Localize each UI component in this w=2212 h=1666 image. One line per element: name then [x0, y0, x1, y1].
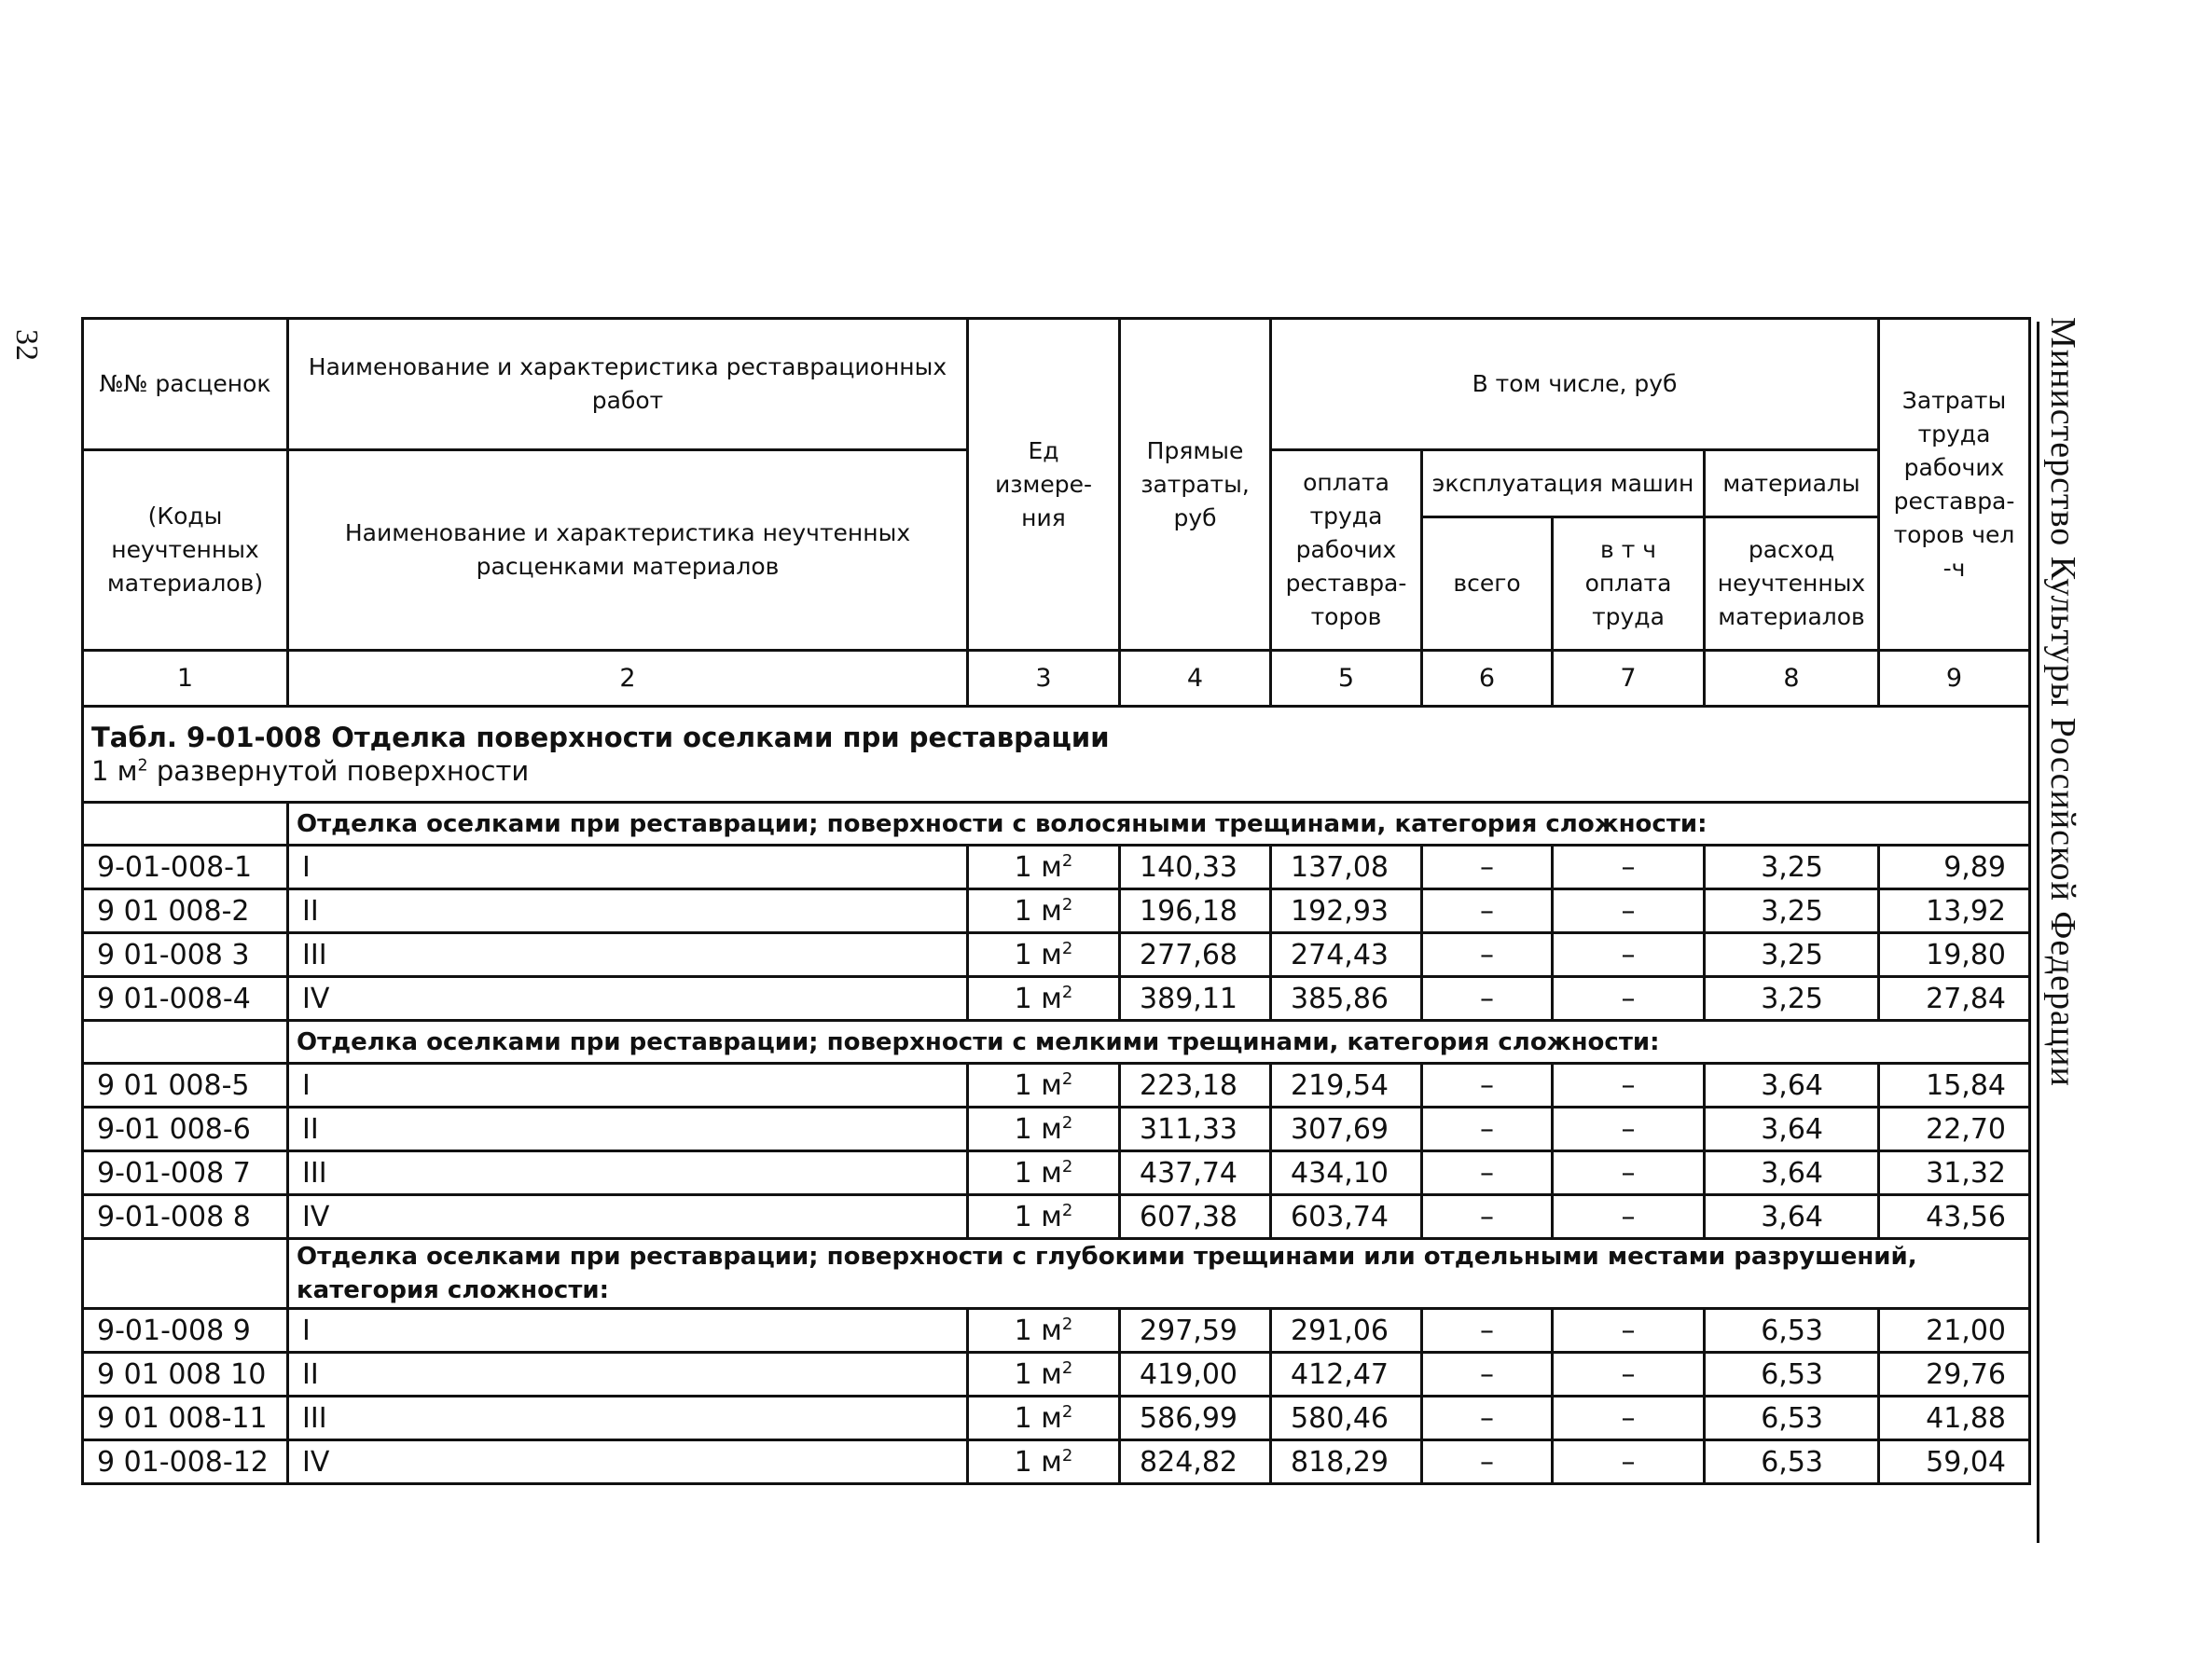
header-unit: Ед измере- ния	[968, 319, 1120, 651]
machines-total: –	[1422, 1151, 1553, 1195]
machines-labor: –	[1553, 1440, 1705, 1484]
complexity-category: IV	[288, 1440, 968, 1484]
table-title: Табл. 9-01-008 Отделка поверхности оселками при реставрации	[91, 722, 1110, 753]
machines-labor: –	[1553, 977, 1705, 1021]
materials-consumption: 3,64	[1705, 1108, 1879, 1151]
labor-hours: 41,88	[1879, 1397, 2030, 1440]
table-row	[83, 933, 2030, 977]
machines-total: –	[1422, 1353, 1553, 1397]
table-row	[83, 1353, 2030, 1397]
header-machines-total: всего	[1422, 517, 1553, 651]
materials-consumption: 6,53	[1705, 1353, 1879, 1397]
direct-costs: 196,18	[1120, 889, 1271, 933]
header-unaccounted-materials: расход неучтенных материалов	[1705, 517, 1879, 651]
unit-of-measure: 1 $м^2$	[968, 1064, 1120, 1108]
header-including: В том числе, руб	[1271, 319, 1879, 450]
complexity-category: III	[288, 933, 968, 977]
column-number: 8	[1705, 651, 1879, 707]
complexity-category: III	[288, 1397, 968, 1440]
direct-costs: 607,38	[1120, 1195, 1271, 1239]
labor-hours: 22,70	[1879, 1108, 2030, 1151]
rate-code: 9-01-008-1	[83, 846, 288, 889]
labor-pay: 603,74	[1271, 1195, 1422, 1239]
unit-of-measure: 1 $м^2$	[968, 1195, 1120, 1239]
direct-costs: 223,18	[1120, 1064, 1271, 1108]
column-number: 4	[1120, 651, 1271, 707]
materials-consumption: 3,25	[1705, 889, 1879, 933]
rate-code: 9-01 008-6	[83, 1108, 288, 1151]
header-labor-hours: Затраты труда рабочих реставра- торов чел -ч	[1879, 319, 2030, 651]
complexity-category: I	[288, 846, 968, 889]
unit-of-measure: 1 $м^2$	[968, 1440, 1120, 1484]
complexity-category: I	[288, 1309, 968, 1353]
group-header-row	[83, 1021, 2030, 1064]
group-header-row	[83, 1239, 2030, 1309]
complexity-category: IV	[288, 977, 968, 1021]
labor-pay: 274,43	[1271, 933, 1422, 977]
column-number: 9	[1879, 651, 2030, 707]
machines-labor: –	[1553, 1108, 1705, 1151]
machines-labor: –	[1553, 1064, 1705, 1108]
direct-costs: 824,82	[1120, 1440, 1271, 1484]
header-materials: материалы	[1705, 450, 1879, 517]
labor-hours: 21,00	[1879, 1309, 2030, 1353]
direct-costs: 311,33	[1120, 1108, 1271, 1151]
direct-costs: 437,74	[1120, 1151, 1271, 1195]
header-work-name: Наименование и характеристика реставрационных работ	[288, 319, 968, 450]
machines-total: –	[1422, 1309, 1553, 1353]
table-row	[83, 1440, 2030, 1484]
header-labor-pay: оплата труда рабочих реставра- торов	[1271, 450, 1422, 651]
machines-labor: –	[1553, 1353, 1705, 1397]
machines-labor: –	[1553, 1195, 1705, 1239]
machines-total: –	[1422, 846, 1553, 889]
unit-of-measure: 1 $м^2$	[968, 1353, 1120, 1397]
rate-code: 9-01-008 8	[83, 1195, 288, 1239]
materials-consumption: 3,64	[1705, 1064, 1879, 1108]
labor-hours: 59,04	[1879, 1440, 2030, 1484]
table-row	[83, 846, 2030, 889]
materials-consumption: 3,25	[1705, 933, 1879, 977]
group-title: Отделка оселками при реставрации; поверхности с волосяными трещинами, категория сложности:	[288, 803, 2030, 846]
table-row	[83, 1195, 2030, 1239]
group-code-empty	[83, 1239, 288, 1309]
header-machines-labor: в т ч оплата труда	[1553, 517, 1705, 651]
machines-total: –	[1422, 1108, 1553, 1151]
materials-consumption: 3,25	[1705, 846, 1879, 889]
page-number: 32	[9, 329, 44, 361]
labor-pay: 219,54	[1271, 1064, 1422, 1108]
column-number: 6	[1422, 651, 1553, 707]
unit-of-measure: 1 $м^2$	[968, 1309, 1120, 1353]
table-row	[83, 977, 2030, 1021]
machines-total: –	[1422, 889, 1553, 933]
labor-pay: 434,10	[1271, 1151, 1422, 1195]
complexity-category: IV	[288, 1195, 968, 1239]
rates-table	[81, 317, 2031, 1485]
table-title-cell	[83, 707, 2030, 803]
column-number: 7	[1553, 651, 1705, 707]
direct-costs: 140,33	[1120, 846, 1271, 889]
unit-of-measure: 1 $м^2$	[968, 1108, 1120, 1151]
rate-code: 9 01-008-12	[83, 1440, 288, 1484]
unit-of-measure: 1 $м^2$	[968, 889, 1120, 933]
machines-labor: –	[1553, 889, 1705, 933]
unit-of-measure: 1 $м^2$	[968, 933, 1120, 977]
group-title: Отделка оселками при реставрации; поверхности с мелкими трещинами, категория сложности:	[288, 1021, 2030, 1064]
complexity-category: I	[288, 1064, 968, 1108]
rate-code: 9 01 008-2	[83, 889, 288, 933]
materials-consumption: 3,25	[1705, 977, 1879, 1021]
materials-consumption: 6,53	[1705, 1440, 1879, 1484]
table-row	[83, 889, 2030, 933]
rate-code: 9-01-008 9	[83, 1309, 288, 1353]
rate-code: 9 01 008-11	[83, 1397, 288, 1440]
table-row	[83, 1151, 2030, 1195]
group-code-empty	[83, 1021, 288, 1064]
direct-costs: 297,59	[1120, 1309, 1271, 1353]
machines-labor: –	[1553, 846, 1705, 889]
labor-hours: 9,89	[1879, 846, 2030, 889]
materials-consumption: 6,53	[1705, 1397, 1879, 1440]
running-head-rule	[2037, 322, 2039, 1543]
rate-code: 9 01-008-4	[83, 977, 288, 1021]
labor-hours: 27,84	[1879, 977, 2030, 1021]
table-row	[83, 1064, 2030, 1108]
machines-total: –	[1422, 933, 1553, 977]
group-code-empty	[83, 803, 288, 846]
machines-total: –	[1422, 1397, 1553, 1440]
direct-costs: 277,68	[1120, 933, 1271, 977]
header-direct-costs: Прямые затраты, руб	[1120, 319, 1271, 651]
machines-total: –	[1422, 1064, 1553, 1108]
labor-pay: 192,93	[1271, 889, 1422, 933]
labor-hours: 31,32	[1879, 1151, 2030, 1195]
unit-of-measure: 1 $м^2$	[968, 977, 1120, 1021]
complexity-category: II	[288, 1353, 968, 1397]
labor-hours: 29,76	[1879, 1353, 2030, 1397]
running-head: Министерство Культуры Российской Федерации	[2043, 317, 2082, 1087]
complexity-category: II	[288, 1108, 968, 1151]
unit-of-measure: 1 $м^2$	[968, 846, 1120, 889]
machines-labor: –	[1553, 933, 1705, 977]
column-number: 1	[83, 651, 288, 707]
column-number: 2	[288, 651, 968, 707]
header-material-names: Наименование и характеристика неучтенных расценками материалов	[288, 450, 968, 651]
machines-labor: –	[1553, 1309, 1705, 1353]
labor-pay: 412,47	[1271, 1353, 1422, 1397]
labor-pay: 291,06	[1271, 1309, 1422, 1353]
rate-code: 9 01 008 10	[83, 1353, 288, 1397]
labor-hours: 15,84	[1879, 1064, 2030, 1108]
labor-pay: 818,29	[1271, 1440, 1422, 1484]
machines-labor: –	[1553, 1151, 1705, 1195]
machines-total: –	[1422, 977, 1553, 1021]
machines-total: –	[1422, 1195, 1553, 1239]
group-title: Отделка оселками при реставрации; поверхности с глубокими трещинами или отдельными местами разрушений, категория сложности:	[288, 1239, 2030, 1309]
rate-code: 9 01-008 3	[83, 933, 288, 977]
materials-consumption: 3,64	[1705, 1151, 1879, 1195]
table-unit: 1 $м^2$ развернутой поверхности	[91, 755, 530, 787]
header-rate-number: №№ расценок	[83, 319, 288, 450]
unit-of-measure: 1 $м^2$	[968, 1397, 1120, 1440]
rate-code: 9-01-008 7	[83, 1151, 288, 1195]
direct-costs: 419,00	[1120, 1353, 1271, 1397]
column-number: 5	[1271, 651, 1422, 707]
complexity-category: III	[288, 1151, 968, 1195]
materials-consumption: 6,53	[1705, 1309, 1879, 1353]
table-row	[83, 1108, 2030, 1151]
labor-pay: 137,08	[1271, 846, 1422, 889]
labor-pay: 307,69	[1271, 1108, 1422, 1151]
table-row	[83, 1309, 2030, 1353]
header-machine-operation: эксплуатация машин	[1422, 450, 1705, 517]
labor-hours: 13,92	[1879, 889, 2030, 933]
rate-code: 9 01 008-5	[83, 1064, 288, 1108]
direct-costs: 586,99	[1120, 1397, 1271, 1440]
unit-of-measure: 1 $м^2$	[968, 1151, 1120, 1195]
labor-hours: 19,80	[1879, 933, 2030, 977]
labor-pay: 385,86	[1271, 977, 1422, 1021]
labor-hours: 43,56	[1879, 1195, 2030, 1239]
column-number: 3	[968, 651, 1120, 707]
group-header-row	[83, 803, 2030, 846]
machines-total: –	[1422, 1440, 1553, 1484]
table-row	[83, 1397, 2030, 1440]
materials-consumption: 3,64	[1705, 1195, 1879, 1239]
labor-pay: 580,46	[1271, 1397, 1422, 1440]
direct-costs: 389,11	[1120, 977, 1271, 1021]
header-material-codes: (Коды неучтенных материалов)	[83, 450, 288, 651]
machines-labor: –	[1553, 1397, 1705, 1440]
complexity-category: II	[288, 889, 968, 933]
